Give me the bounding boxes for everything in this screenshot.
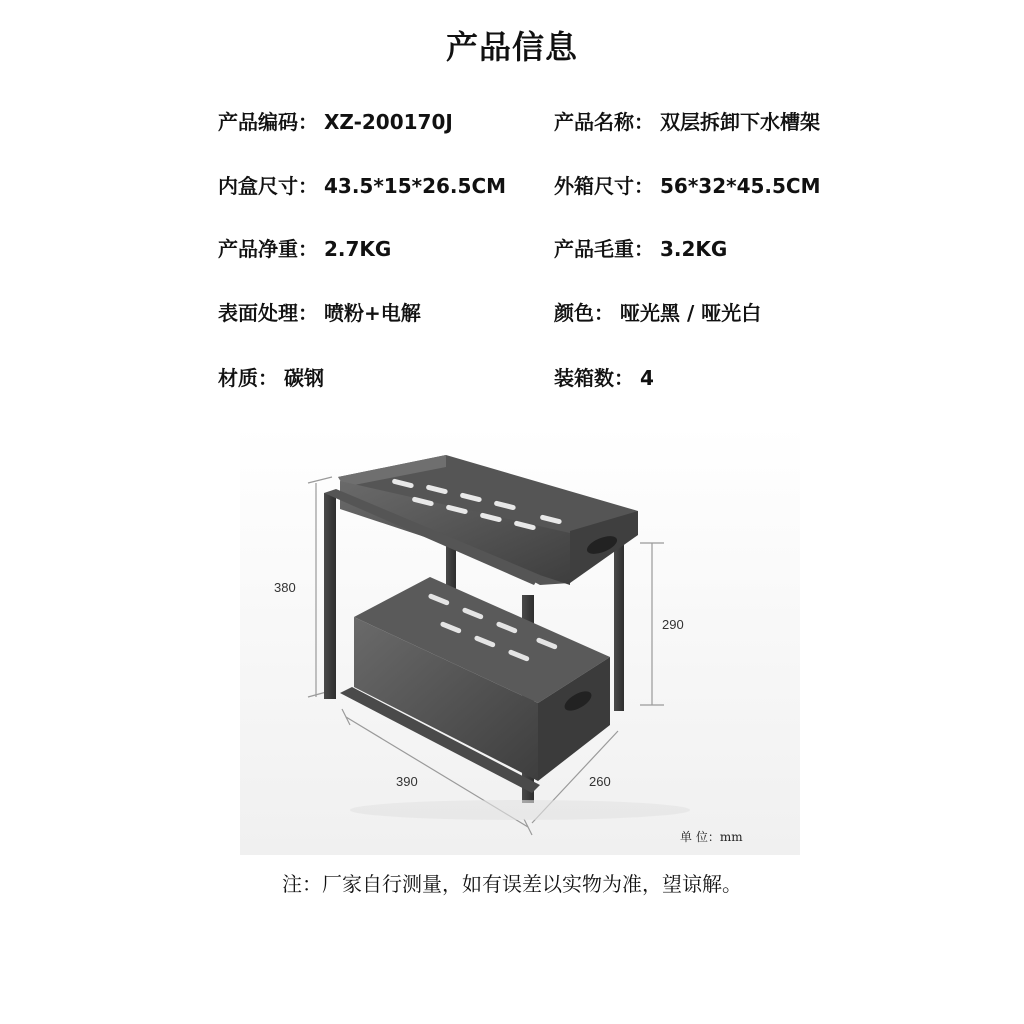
product-illustration (240, 425, 800, 855)
spec-value: 碳钢 (284, 366, 324, 390)
spec-label: 外箱尺寸： (554, 174, 654, 198)
spec-label: 颜色： (554, 301, 614, 325)
spec-surface (218, 297, 421, 326)
spec-product-code (218, 106, 453, 135)
dimension-width: 390 (396, 774, 418, 789)
unit-label: 单 位：mm (680, 830, 743, 844)
spec-value: 2.7KG (324, 237, 392, 261)
page-title: 产品信息 (445, 28, 578, 66)
spec-pack-quantity (554, 362, 654, 391)
dimension-height-total: 380 (274, 580, 296, 595)
spec-value: 3.2KG (660, 237, 728, 261)
dimension-depth: 260 (589, 774, 611, 789)
spec-value: 喷粉+电解 (324, 301, 421, 325)
spec-label: 表面处理： (218, 301, 318, 325)
spec-value: XZ-200170J (324, 110, 453, 134)
spec-color (554, 297, 761, 326)
spec-outer-box (554, 170, 821, 199)
spec-product-name (554, 106, 820, 135)
spec-value: 43.5*15*26.5CM (324, 174, 507, 198)
spec-label: 材质： (218, 366, 278, 390)
spec-net-weight (218, 233, 391, 262)
spec-value: 哑光黑 / 哑光白 (620, 301, 762, 325)
disclaimer-note: 注：厂家自行测量，如有误差以实物为准，望谅解。 (282, 872, 742, 896)
dimension-height-inner: 290 (662, 617, 684, 632)
spec-material (218, 362, 324, 391)
spec-inner-box (218, 170, 506, 199)
spec-label: 产品名称： (554, 110, 654, 134)
spec-gross-weight (554, 233, 727, 262)
spec-value: 4 (640, 366, 654, 390)
spec-label: 内盒尺寸： (218, 174, 318, 198)
spec-label: 产品净重： (218, 237, 318, 261)
spec-label: 装箱数： (554, 366, 634, 390)
spec-label: 产品编码： (218, 110, 318, 134)
spec-label: 产品毛重： (554, 237, 654, 261)
spec-value: 56*32*45.5CM (660, 174, 821, 198)
spec-value: 双层拆卸下水槽架 (660, 110, 820, 134)
